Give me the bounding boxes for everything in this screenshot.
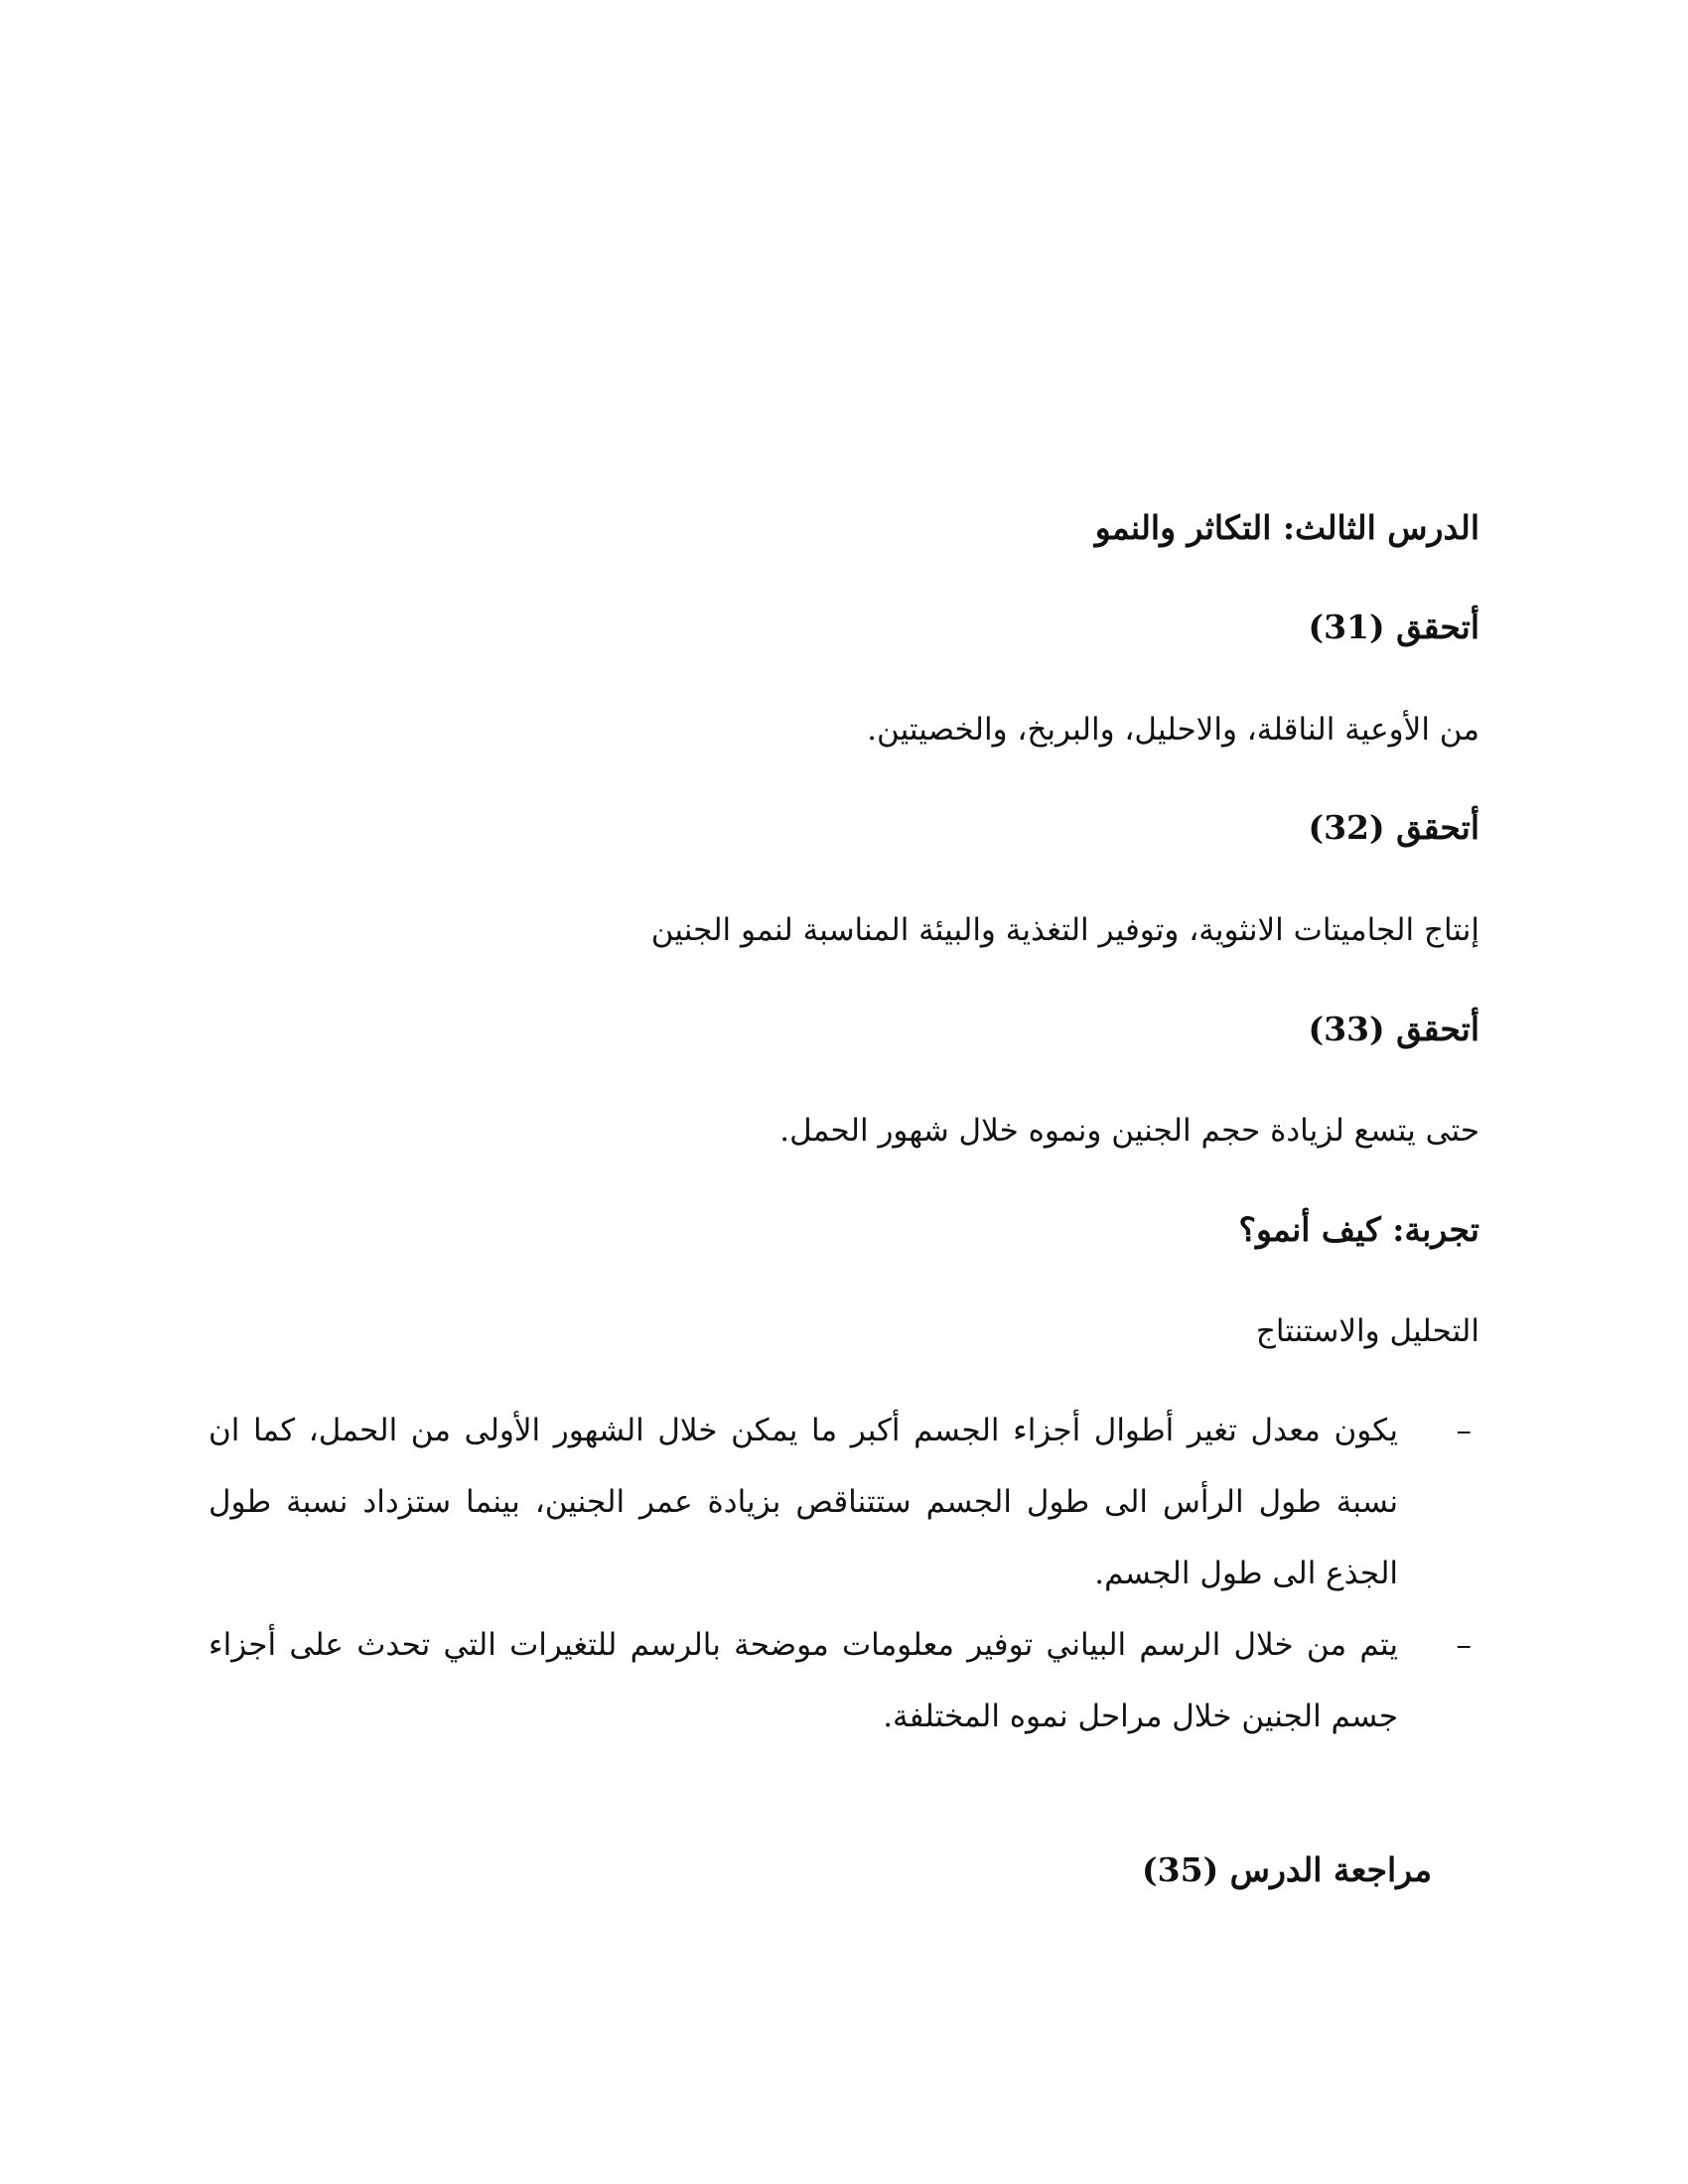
check-answer-33: حتى يتسع لزيادة حجم الجنين ونموه خلال شهور الحمل. [779, 1113, 1479, 1149]
check-heading-33: أتحقق (33) [1308, 1010, 1479, 1048]
experiment-heading: تجربة: كيف أنمو؟ [1238, 1210, 1479, 1249]
check-heading-32: أتحقق (32) [1308, 808, 1479, 847]
analysis-subheading: التحليل والاستنتاج [1255, 1313, 1479, 1349]
check-heading-31: أتحقق (31) [1308, 608, 1479, 646]
check-answer-31: من الأوعية الناقلة، والاحليل، والبربخ، والخصيتين. [867, 712, 1479, 748]
list-item [209, 1609, 1479, 1752]
dash-bullet: – [1456, 1627, 1472, 1663]
list-item [209, 1395, 1479, 1609]
bullet-text: يكون معدل تغير أطوال أجزاء الجسم أكبر ما يمكن خلال الشهور الأولى من الحمل، كما ان نسبة طول الرأس الى طول الجسم ستتناقص بزيادة عمر الجنين، بينما ستزداد نسبة طول الجذع الى طول الجسم. [209, 1413, 1398, 1591]
lesson-title: الدرس الثالث: التكاثر والنمو [1094, 508, 1479, 547]
bullet-text: يتم من خلال الرسم البياني توفير معلومات موضحة بالرسم للتغيرات التي تحدث على أجزاء جسم الجنين خلال مراحل نموه المختلفة. [209, 1627, 1398, 1734]
dash-bullet: – [1456, 1413, 1472, 1448]
conclusion-list [209, 1395, 1479, 1752]
check-answer-32: إنتاج الجاميتات الانثوية، وتوفير التغذية والبيئة المناسبة لنمو الجنين [650, 912, 1479, 948]
lesson-review-heading: مراجعة الدرس (35) [1142, 1850, 1432, 1889]
